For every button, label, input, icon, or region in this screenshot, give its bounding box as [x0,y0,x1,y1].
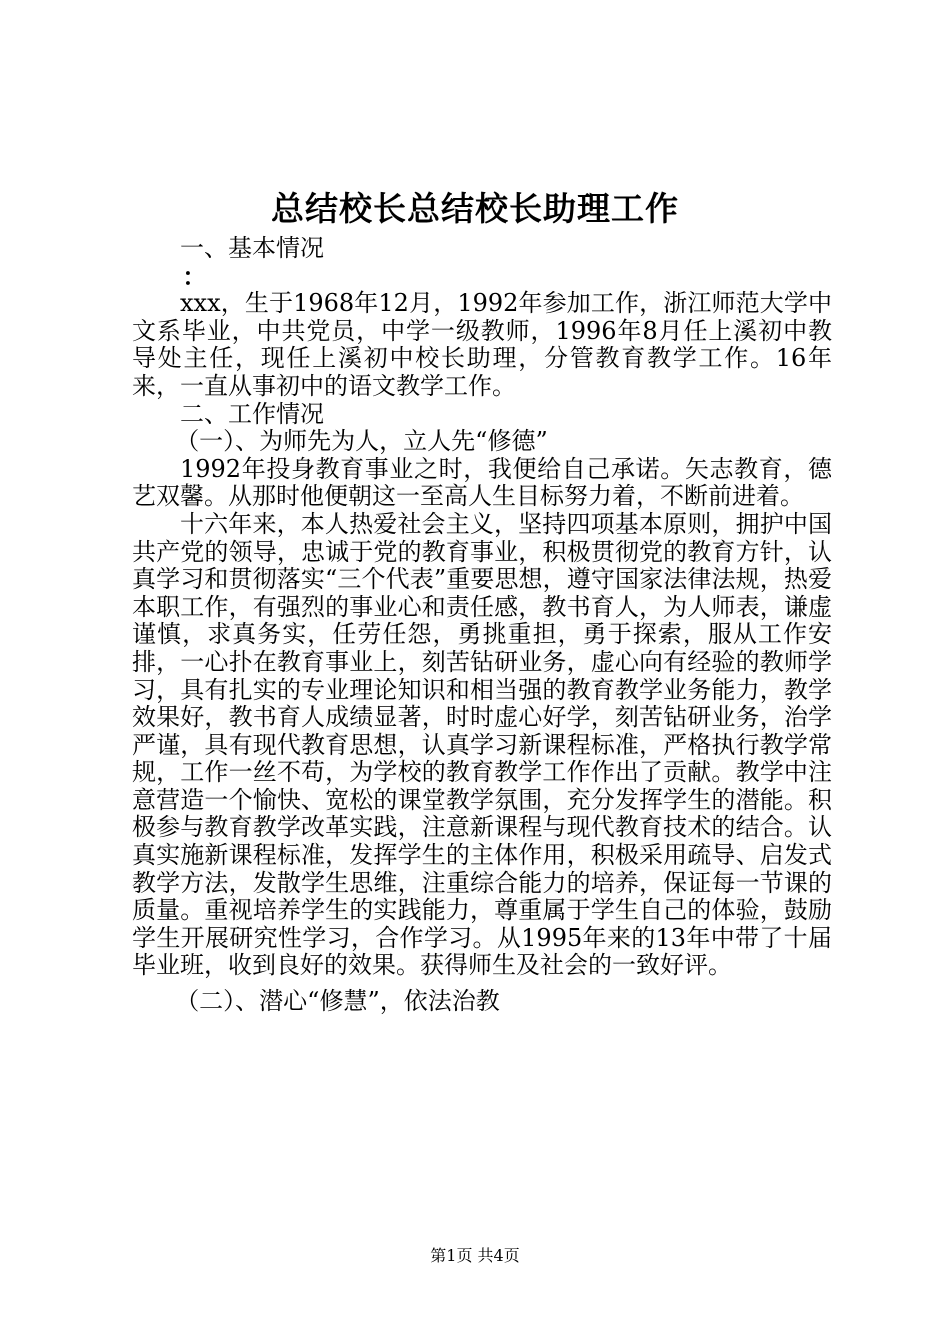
subsection-heading-wisdom: （二）、潜心“修慧”，依法治教 [175,987,500,1016]
document-title: 总结校长总结校长助理工作 [271,189,679,228]
paragraph-basic-info: xxx，生于1968年12月，1992年参加工作，浙江师范大学中文系毕业，中共党员，中学一级教师，1996年8月任上溪初中教导处主任，现任上溪初中校长助理，分管教育教学工作。16年来，一直从事初中的语文教学工作。 [132,289,832,400]
subsection-heading-virtue: （一）、为师先为人，立人先“修德” [175,427,548,456]
document-body [132,235,832,1016]
page-number-footer: 第1页 共4页 [430,1246,520,1265]
section-heading-work: 二、工作情况 [180,399,324,428]
section-heading-basic-info: 一、基本情况 [180,234,324,262]
paragraph-commitment: 1992年投身教育事业之时，我便给自己承诺。矢志教育，德艺双馨。从那时他便朝这一至高人生目标努力着，不断前进着。 [132,454,832,511]
colon-line: ： [182,261,207,291]
paragraph-sixteen-years: 十六年来，本人热爱社会主义，坚持四项基本原则，拥护中国共产党的领导，忠诚于党的教育事业，积极贯彻党的教育方针，认真学习和贯彻落实“三个代表”重要思想，遵守国家法律法规，热爱本职工作，有强烈的事业心和责任感，教书育人，为人师表，谦虚谨慎，求真务实，任劳任怨，勇挑重担，勇于探索，服从工作安排，一心扑在教育事业上，刻苦钻研业务，虚心向有经验的教师学习，具有扎实的专业理论知识和相当强的教育教学业务能力，教学效果好，教书育人成绩显著，时时虚心好学，刻苦钻研业务，治学严谨，具有现代教育思想，认真学习新课程标准，严格执行教学常规，工作一丝不苟，为学校的教育教学工作作出了贡献。教学中注意营造一个愉快、宽松的课堂教学氛围，充分发挥学生的潜能。积极参与教育教学改革实践，注意新课程与现代教育技术的结合。认真实施新课程标准，发挥学生的主体作用，积极采用疏导、启发式教学方法，发散学生思维，注重综合能力的培养，保证每一节课的质量。重视培养学生的实践能力，尊重属于学生自己的体验，鼓励学生开展研究性学习，合作学习。从1995年来的13年中带了十届毕业班，收到良好的效果。获得师生及社会的一致好评。 [132,509,832,980]
